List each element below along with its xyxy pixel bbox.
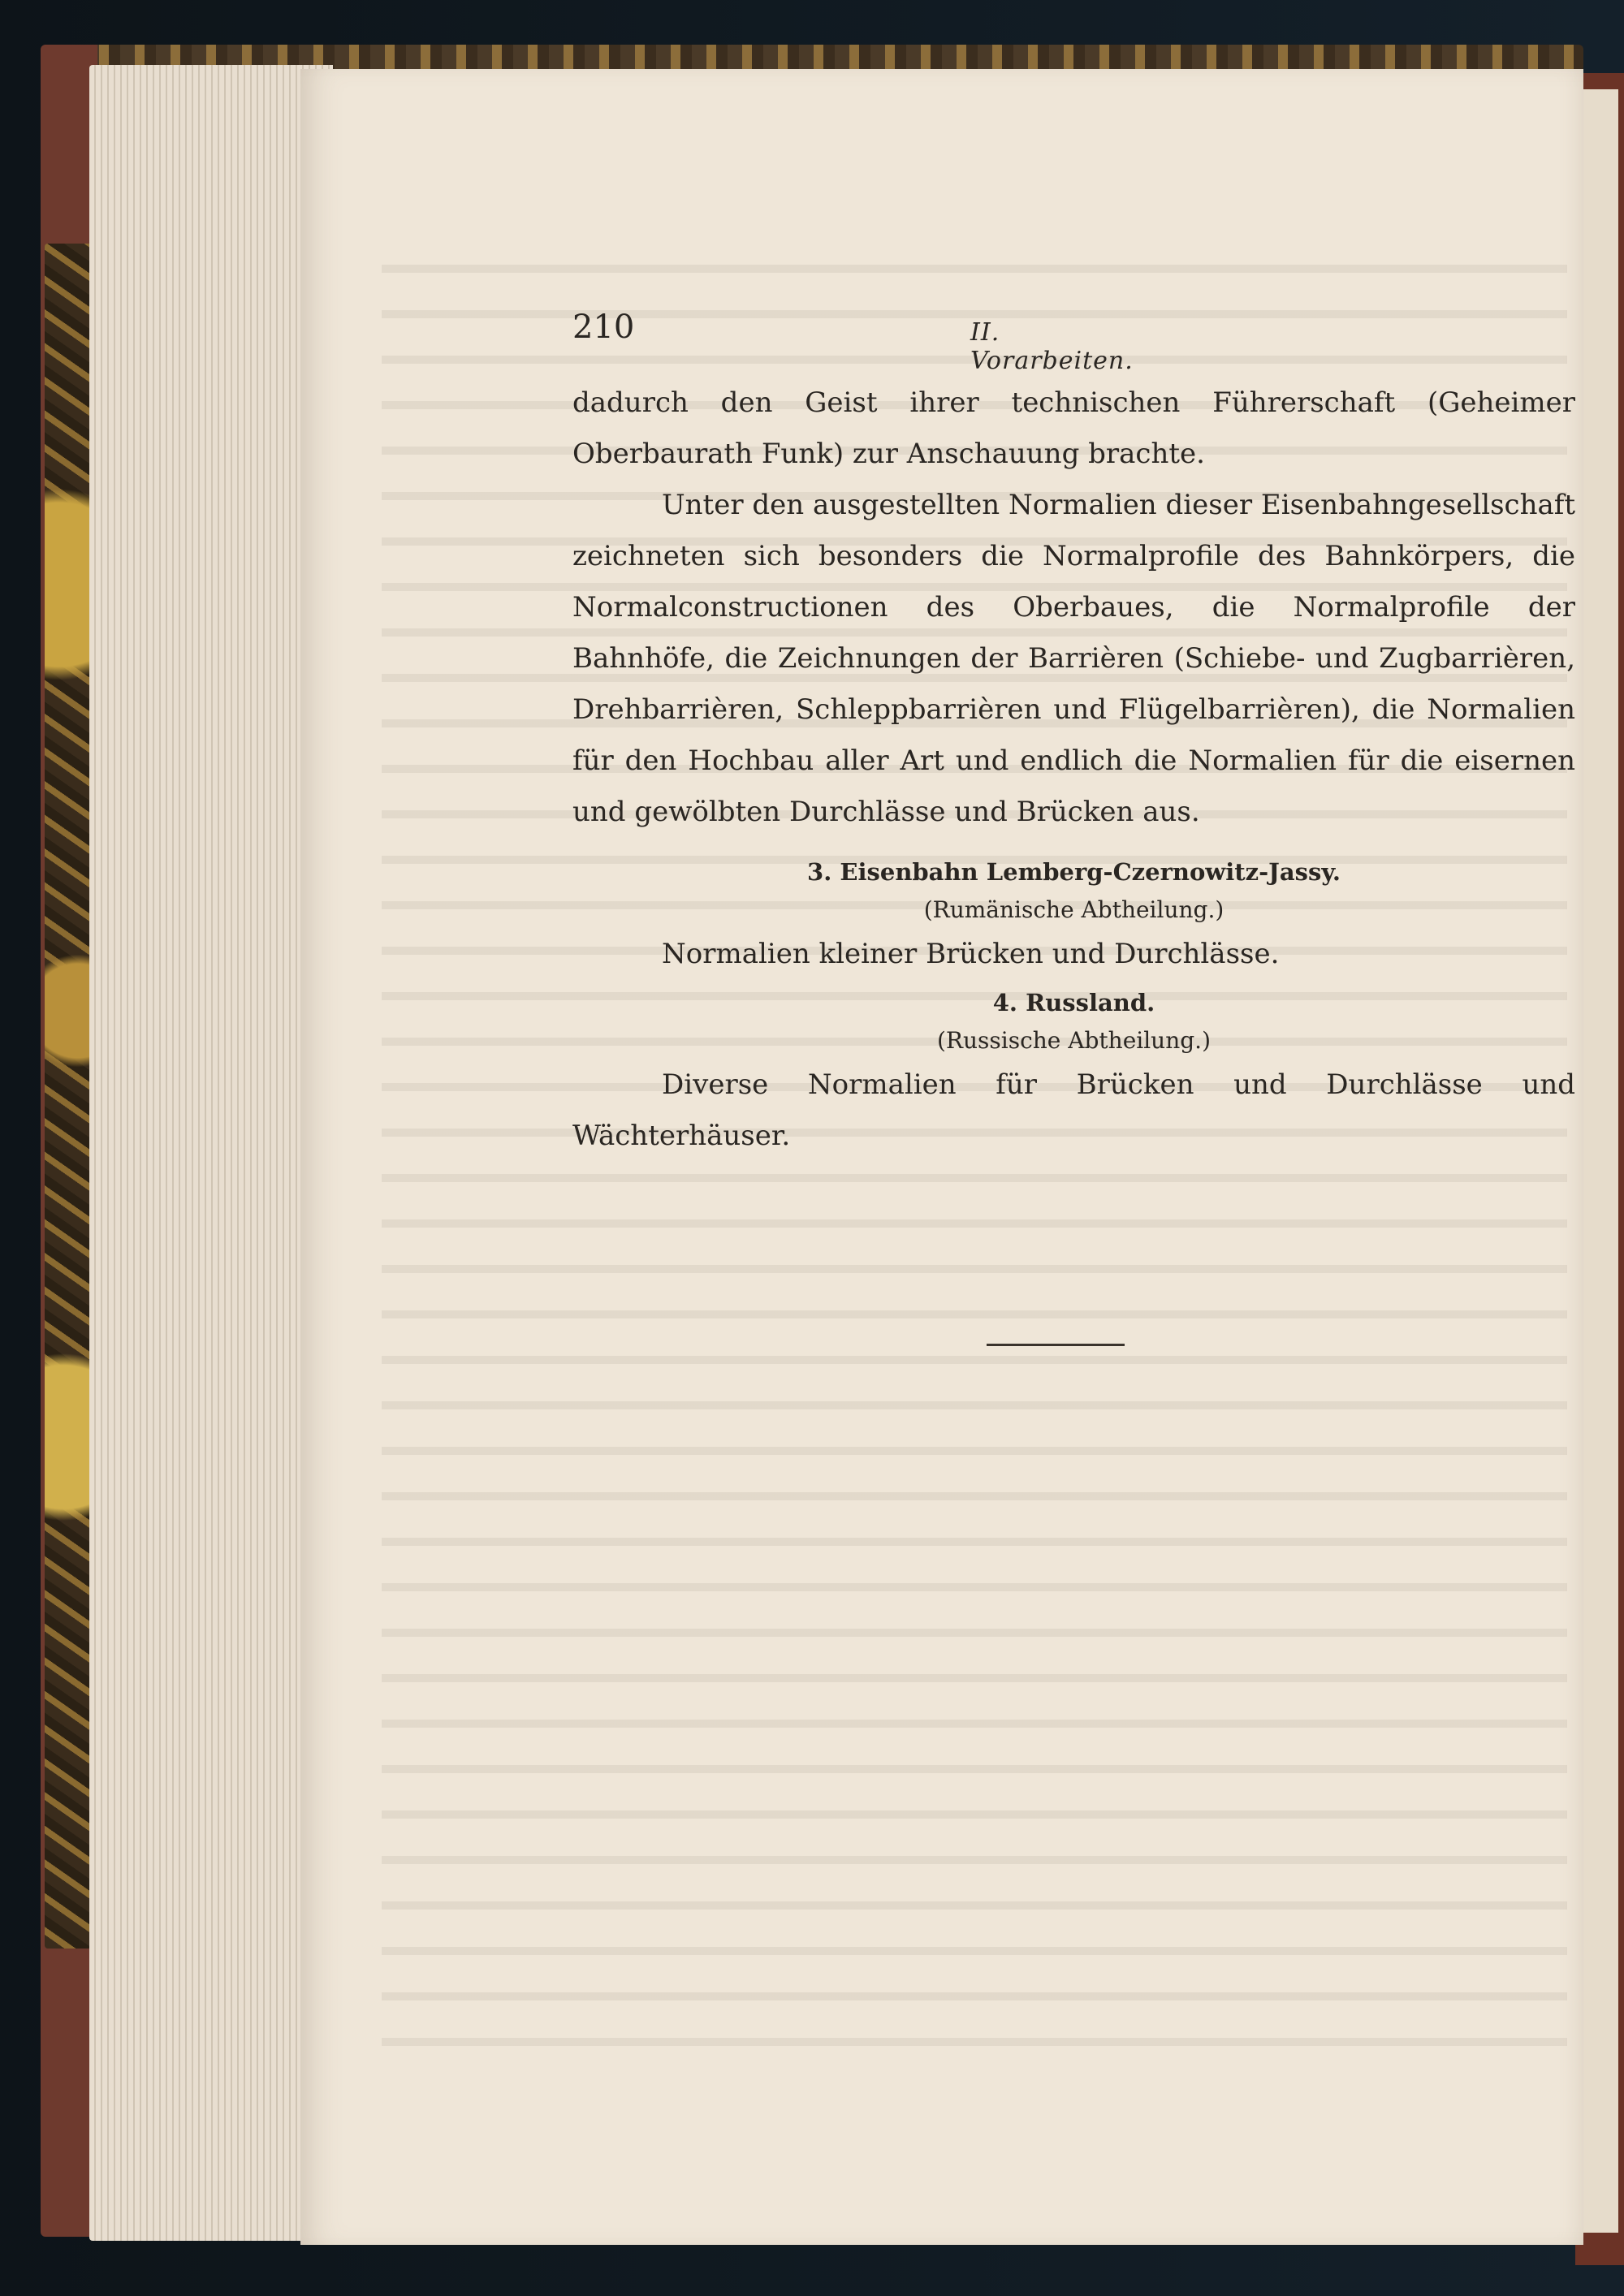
stacked-page-edges [89,65,333,2241]
section-3-heading: 3. Eisenbahn Lemberg-Czernowitz-Jassy. [807,858,1341,886]
section-3-subheading: (Rumänische Abtheilung.) [923,896,1224,923]
page-number: 210 [572,309,635,346]
section-4 [572,983,1575,1162]
page-header [572,309,1165,375]
section-4-heading: 4. Russland. [992,989,1155,1016]
section-3-text: Normalien kleiner Brücken und Durchlässe. [662,938,1280,970]
closing-rule [987,1344,1125,1346]
section-4-subheading: (Russische Abtheilung.) [936,1027,1211,1054]
marbled-cover-pattern [45,244,92,1949]
paragraph-1: dadurch den Geist ihrer technischen Führerschaft (Geheimer Oberbaurath Funk) zur Anschauung brachte. [572,386,1575,470]
section-4-text: Diverse Normalien für Brücken und Durchlässe und Wächterhäuser. [572,1068,1575,1152]
page-body [572,378,1575,1162]
section-3 [572,852,1575,980]
running-title: II. Vorarbeiten. [970,318,1134,375]
paragraph-2: Unter den ausgestellten Normalien dieser Eisenbahngesellschaft zeichneten sich besonders die Normalprofile des Bahnkörpers, die Normalconstructionen des Oberbaues, die Normalprofile der Bahnhöfe, die Zeichnungen der Barrièren (Schiebe- und Zugbarrièren, Drehbarrièren, Schleppbarrièren und Flügelbarrièren), die Normalien für den Hochbau aller Art und endlich die Normalien für die eisernen und gewölbten Durchlässe und Brücken aus. [572,489,1576,828]
facing-page-edge [1582,89,1618,2233]
